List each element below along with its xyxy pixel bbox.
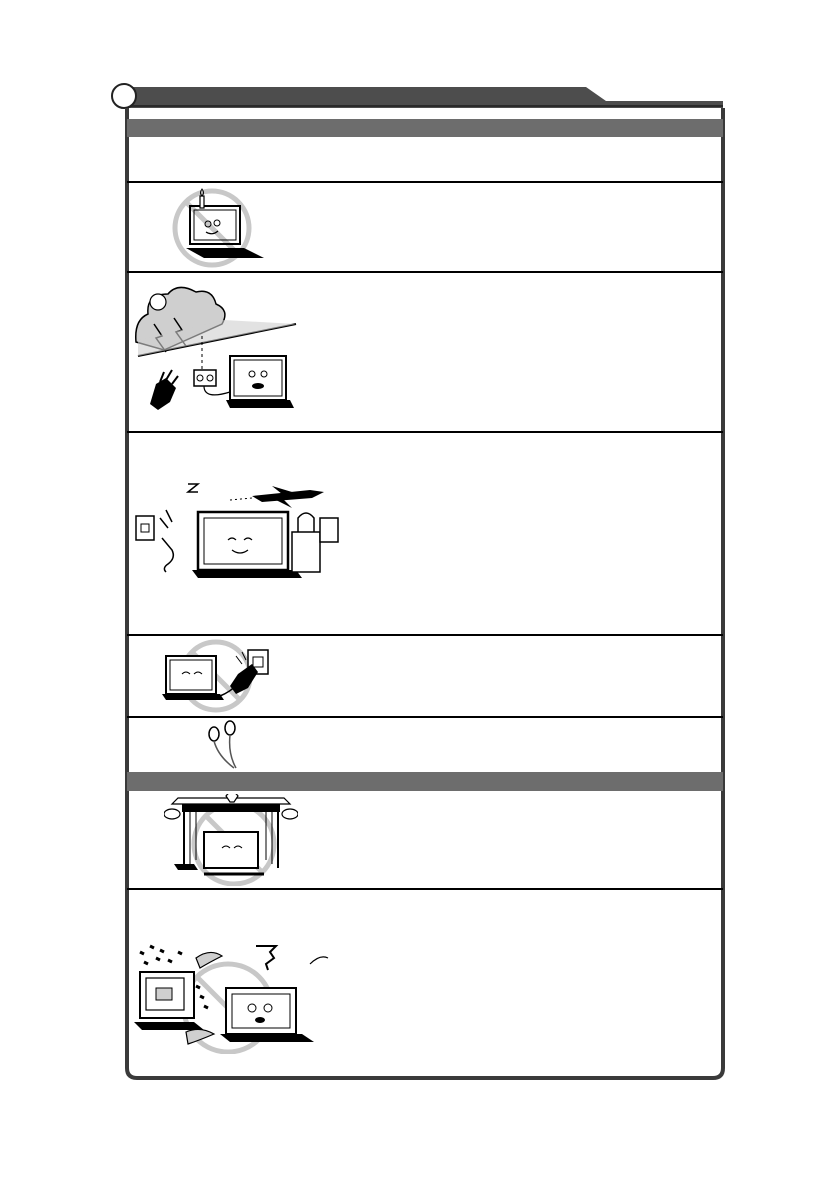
- section-bar-2: [127, 772, 723, 791]
- header-tab-band: [126, 87, 723, 108]
- wet-hands-plug-prohibited-icon: [158, 638, 278, 714]
- section-bar-1: [127, 119, 723, 137]
- earphones-icon: [204, 720, 244, 770]
- page-number-circle: [112, 84, 136, 108]
- lightning-storm-unplug-icon: [134, 280, 300, 428]
- enclosed-cabinet-prohibited-icon: [164, 794, 298, 886]
- heat-steam-source-prohibited-icon: [134, 942, 340, 1054]
- unplug-tv-while-away-icon: [132, 478, 354, 578]
- candle-on-tv-prohibited-icon: [164, 186, 270, 270]
